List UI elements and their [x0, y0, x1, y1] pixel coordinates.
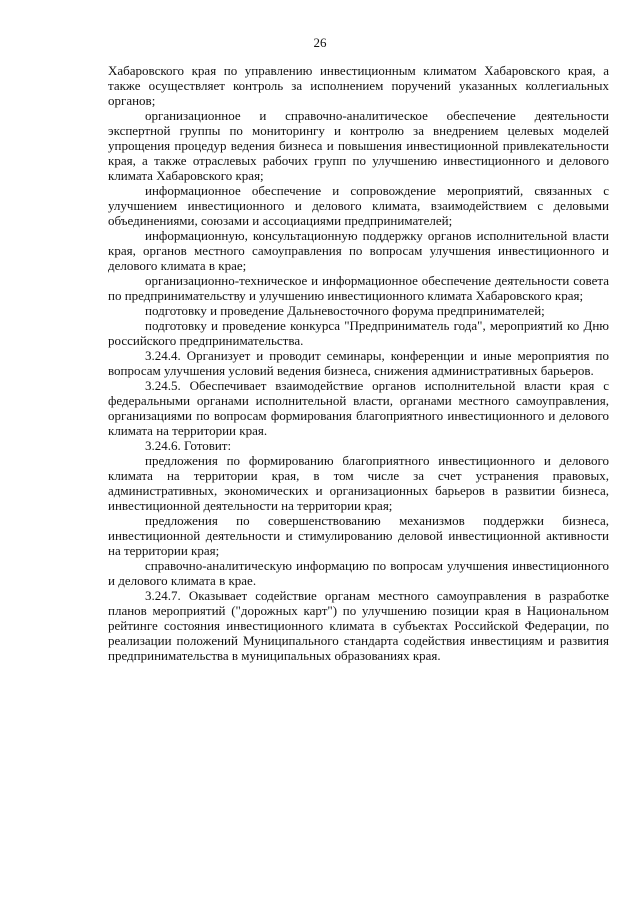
paragraph: 3.24.7. Оказывает содействие органам местного самоуправления в разработке планов мероприятий ("дорожных карт") по улучшению позиции края в Национальном рейтинге состояния инвестиционного климата в субъектах Российской Федерации, по реализации положений Муниципального стандарта содействия инвестициям и развития предпринимательства в муниципальных образованиях края. — [108, 588, 609, 663]
paragraph: предложения по формированию благоприятного инвестиционного и делового климата на территории края, в том числе за счет устранения правовых, административных, экономических и организационных барьеров в развитии бизнеса, инвестиционной деятельности на территории края; — [108, 453, 609, 513]
document-body — [108, 63, 609, 663]
paragraph: Хабаровского края по управлению инвестиционным климатом Хабаровского края, а также осуществляет контроль за исполнением поручений указанных коллегиальных органов; — [108, 63, 609, 108]
page-number: 26 — [313, 35, 327, 50]
paragraph: предложения по совершенствованию механизмов поддержки бизнеса, инвестиционной деятельности и стимулированию деловой инвестиционной активности на территории края; — [108, 513, 609, 558]
paragraph: информационное обеспечение и сопровождение мероприятий, связанных с улучшением инвестиционного и делового климата, взаимодействием с деловыми объединениями, союзами и ассоциациями предпринимателей; — [108, 183, 609, 228]
paragraph: организационно-техническое и информационное обеспечение деятельности совета по предпринимательству и улучшению инвестиционного климата Хабаровского края; — [108, 273, 609, 303]
paragraph: организационное и справочно-аналитическое обеспечение деятельности экспертной группы по мониторингу и контролю за внедрением целевых моделей упрощения процедур ведения бизнеса и повышения инвестиционной привлекательности края, а также отраслевых рабочих групп по улучшению инвестиционного и делового климата Хабаровского края; — [108, 108, 609, 183]
paragraph: справочно-аналитическую информацию по вопросам улучшения инвестиционного и делового климата в крае. — [108, 558, 609, 588]
paragraph: 3.24.5. Обеспечивает взаимодействие органов исполнительной власти края с федеральными органами исполнительной власти, органами местного самоуправления, организациями по вопросам формирования благоприятного инвестиционного и делового климата на территории края. — [108, 378, 609, 438]
paragraph: 3.24.4. Организует и проводит семинары, конференции и иные мероприятия по вопросам улучшения условий ведения бизнеса, снижения административных барьеров. — [108, 348, 609, 378]
paragraph: подготовку и проведение конкурса "Предприниматель года", мероприятий ко Дню российского предпринимательства. — [108, 318, 609, 348]
paragraph: информационную, консультационную поддержку органов исполнительной власти края, органов местного самоуправления по вопросам улучшения инвестиционного и делового климата в крае; — [108, 228, 609, 273]
paragraph: подготовку и проведение Дальневосточного форума предпринимателей; — [145, 303, 545, 318]
paragraph: 3.24.6. Готовит: — [145, 438, 232, 453]
